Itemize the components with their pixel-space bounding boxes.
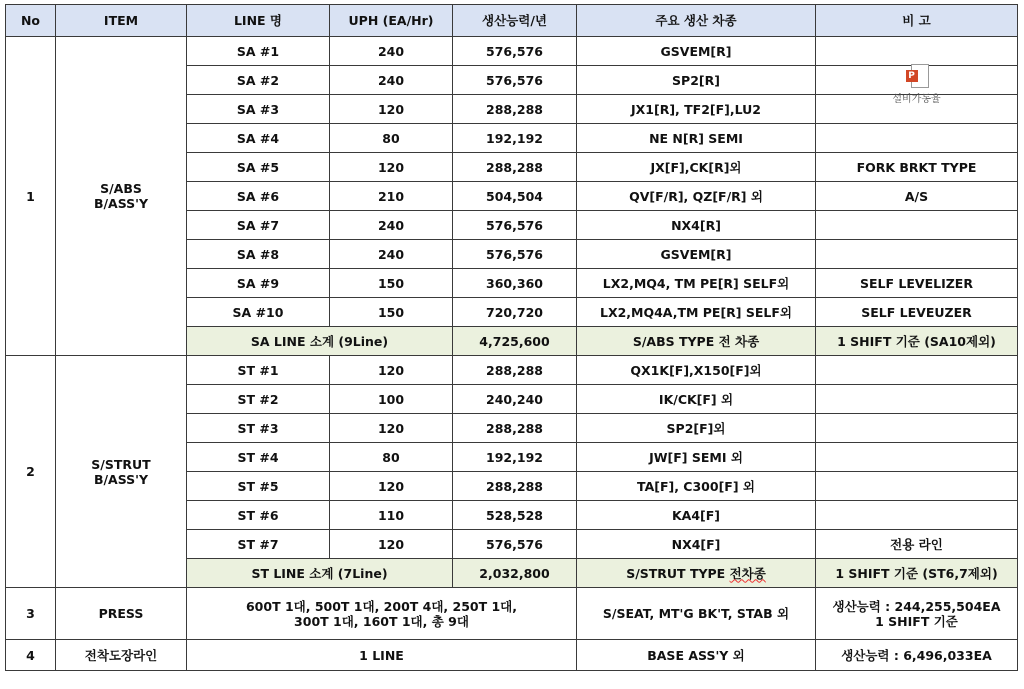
uph-value: 120 — [330, 414, 453, 443]
subtotal-models — [577, 559, 816, 588]
item-label: S/ABS B/ASS'Y — [93, 181, 149, 211]
subtotal-remark: 1 SHIFT 기준 (SA10제외) — [816, 327, 1018, 356]
subtotal-label: SA LINE 소계 (9Line) — [187, 327, 453, 356]
capacity-value: 288,288 — [453, 414, 577, 443]
model-list: JW[F] SEMI 외 — [577, 443, 816, 472]
header-uph: UPH (EA/Hr) — [330, 5, 453, 37]
capacity-value: 576,576 — [453, 240, 577, 269]
uph-value: 240 — [330, 66, 453, 95]
uph-value: 120 — [330, 153, 453, 182]
line-name: SA #9 — [187, 269, 330, 298]
model-list: JX1[R], TF2[F],LU2 — [577, 95, 816, 124]
press-desc-line-2: 300T 1대, 160T 1대, 총 9대 — [294, 613, 469, 629]
line-name: ST #2 — [187, 385, 330, 414]
row-item: PRESS — [56, 588, 187, 640]
uph-value: 110 — [330, 501, 453, 530]
table-row — [6, 588, 1018, 640]
remark-cell: 생산능력 : 6,496,033EA — [816, 640, 1018, 671]
uph-value: 150 — [330, 298, 453, 327]
model-list: QV[F/R], QZ[F/R] 외 — [577, 182, 816, 211]
uph-value: 240 — [330, 37, 453, 66]
row-no: 1 — [6, 37, 56, 356]
uph-value: 120 — [330, 356, 453, 385]
capacity-value: 288,288 — [453, 153, 577, 182]
capacity-value: 576,576 — [453, 37, 577, 66]
line-name: SA #2 — [187, 66, 330, 95]
model-list: S/SEAT, MT'G BK'T, STAB 외 — [577, 588, 816, 640]
line-name: SA #4 — [187, 124, 330, 153]
header-remark: 비 고 — [816, 5, 1018, 37]
row-item: 전착도장라인 — [56, 640, 187, 671]
model-list: QX1K[F],X150[F]외 — [577, 356, 816, 385]
capacity-value: 576,576 — [453, 530, 577, 559]
remark-cell — [816, 66, 1018, 105]
line-name: SA #10 — [187, 298, 330, 327]
uph-value: 120 — [330, 530, 453, 559]
line-name: ST #3 — [187, 414, 330, 443]
uph-value: 100 — [330, 385, 453, 414]
model-list: TA[F], C300[F] 외 — [577, 472, 816, 501]
capacity-value: 288,288 — [453, 472, 577, 501]
table-row — [6, 37, 1018, 66]
row-no: 2 — [6, 356, 56, 588]
subtotal-models-a: S/STRUT TYPE — [626, 565, 730, 581]
remark-cell — [816, 124, 1018, 153]
row-item — [56, 356, 187, 588]
remark-cell — [816, 443, 1018, 472]
remark-cell: A/S — [816, 182, 1018, 211]
row-item — [56, 37, 187, 356]
uph-value: 210 — [330, 182, 453, 211]
production-capacity-table — [5, 4, 1018, 671]
model-list: GSVEM[R] — [577, 37, 816, 66]
model-list: NX4[F] — [577, 530, 816, 559]
subtotal-models-b: 전차종 — [729, 565, 766, 581]
remark-cell: FORK BRKT TYPE — [816, 153, 1018, 182]
model-list: SP2[F]외 — [577, 414, 816, 443]
line-name: SA #6 — [187, 182, 330, 211]
remark-cell — [816, 414, 1018, 443]
remark-cell — [816, 211, 1018, 240]
header-line: LINE 명 — [187, 5, 330, 37]
line-name: SA #3 — [187, 95, 330, 124]
press-desc-line-1: 600T 1대, 500T 1대, 200T 4대, 250T 1대, — [245, 598, 518, 614]
model-list: JX[F],CK[R]외 — [577, 153, 816, 182]
remark-cell — [816, 588, 1018, 640]
capacity-value: 720,720 — [453, 298, 577, 327]
model-list: NX4[R] — [577, 211, 816, 240]
remark-cell — [816, 240, 1018, 269]
header-models: 주요 생산 차종 — [577, 5, 816, 37]
header-row — [6, 5, 1018, 37]
header-capacity: 생산능력/년 — [453, 5, 577, 37]
uph-value: 120 — [330, 472, 453, 501]
line-name: ST #1 — [187, 356, 330, 385]
remark-cell: 전용 라인 — [816, 530, 1018, 559]
capacity-value: 192,192 — [453, 124, 577, 153]
model-list: IK/CK[F] 외 — [577, 385, 816, 414]
line-name: ST #4 — [187, 443, 330, 472]
line-name: ST #5 — [187, 472, 330, 501]
remark-cell — [816, 501, 1018, 530]
subtotal-remark: 1 SHIFT 기준 (ST6,7제외) — [816, 559, 1018, 588]
press-description — [187, 588, 577, 640]
uph-value: 240 — [330, 211, 453, 240]
model-list: SP2[R] — [577, 66, 816, 95]
capacity-value: 360,360 — [453, 269, 577, 298]
line-name: SA #8 — [187, 240, 330, 269]
capacity-value: 288,288 — [453, 95, 577, 124]
remark-cell: SELF LEVELIZER — [816, 269, 1018, 298]
remark-cell: SELF LEVEUZER — [816, 298, 1018, 327]
model-list: NE N[R] SEMI — [577, 124, 816, 153]
subtotal-label: ST LINE 소계 (7Line) — [187, 559, 453, 588]
model-list: LX2,MQ4, TM PE[R] SELF외 — [577, 269, 816, 298]
ppt-badge: P — [906, 70, 918, 82]
table-row — [6, 640, 1018, 671]
model-list: LX2,MQ4A,TM PE[R] SELF외 — [577, 298, 816, 327]
header-item: ITEM — [56, 5, 187, 37]
item-label: S/STRUT B/ASS'Y — [91, 456, 151, 487]
line-name: SA #5 — [187, 153, 330, 182]
capacity-value: 240,240 — [453, 385, 577, 414]
capacity-value: 288,288 — [453, 356, 577, 385]
model-list: GSVEM[R] — [577, 240, 816, 269]
capacity-value: 504,504 — [453, 182, 577, 211]
remark-cell — [816, 385, 1018, 414]
powerpoint-file-icon[interactable] — [906, 64, 928, 88]
remark-line-1: 생산능력 : 244,255,504EA — [832, 598, 1001, 614]
table-row — [6, 356, 1018, 385]
capacity-value: 576,576 — [453, 211, 577, 240]
subtotal-capacity: 4,725,600 — [453, 327, 577, 356]
capacity-value: 528,528 — [453, 501, 577, 530]
line-description: 1 LINE — [187, 640, 577, 671]
uph-value: 80 — [330, 443, 453, 472]
uph-value: 150 — [330, 269, 453, 298]
uph-value: 120 — [330, 95, 453, 124]
row-no: 4 — [6, 640, 56, 671]
remark-cell — [816, 356, 1018, 385]
subtotal-models: S/ABS TYPE 전 차종 — [577, 327, 816, 356]
capacity-value: 576,576 — [453, 66, 577, 95]
model-list: BASE ASS'Y 외 — [577, 640, 816, 671]
model-list: KA4[F] — [577, 501, 816, 530]
ppt-attachment[interactable] — [887, 64, 947, 107]
line-name: SA #1 — [187, 37, 330, 66]
remark-cell — [816, 37, 1018, 66]
row-no: 3 — [6, 588, 56, 640]
attachment-label: 설비가동율 — [892, 94, 941, 105]
header-no: No — [6, 5, 56, 37]
uph-value: 80 — [330, 124, 453, 153]
uph-value: 240 — [330, 240, 453, 269]
subtotal-capacity: 2,032,800 — [453, 559, 577, 588]
line-name: SA #7 — [187, 211, 330, 240]
remark-line-2: 1 SHIFT 기준 — [875, 613, 958, 629]
line-name: ST #6 — [187, 501, 330, 530]
line-name: ST #7 — [187, 530, 330, 559]
remark-cell — [816, 472, 1018, 501]
capacity-value: 192,192 — [453, 443, 577, 472]
